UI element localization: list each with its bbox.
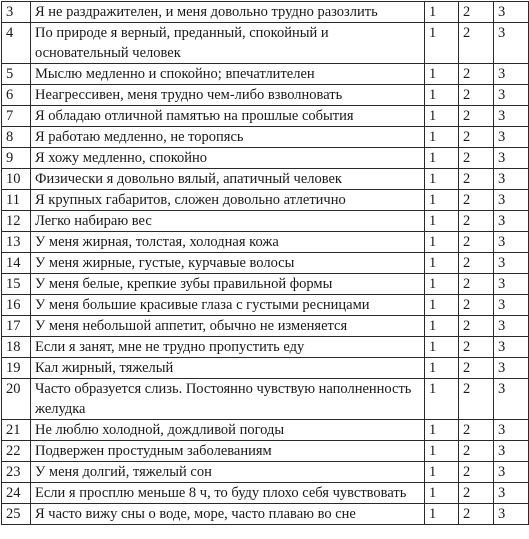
score-2[interactable]: 2: [459, 169, 494, 190]
table-row: [2, 316, 529, 337]
item-number: 20: [2, 379, 31, 420]
item-statement: Я хожу медленно, спокойно: [31, 148, 425, 169]
table-row: [2, 106, 529, 127]
item-number: 23: [2, 462, 31, 483]
item-statement: Я не раздражителен, и меня довольно трудно разозлить: [31, 2, 425, 23]
item-statement: Кал жирный, тяжелый: [31, 358, 425, 379]
score-3[interactable]: 3: [494, 358, 529, 379]
item-number: 21: [2, 420, 31, 441]
item-number: 17: [2, 316, 31, 337]
score-2[interactable]: 2: [459, 358, 494, 379]
item-number: 9: [2, 148, 31, 169]
table-row: [2, 148, 529, 169]
item-statement: Неагрессивен, меня трудно чем-либо взволновать: [31, 85, 425, 106]
table-row: [2, 190, 529, 211]
item-statement: Если я занят, мне не трудно пропустить еду: [31, 337, 425, 358]
item-number: 8: [2, 127, 31, 148]
score-2[interactable]: 2: [459, 441, 494, 462]
score-3[interactable]: 3: [494, 106, 529, 127]
table-row: [2, 462, 529, 483]
score-1[interactable]: 1: [425, 253, 459, 274]
score-3[interactable]: 3: [494, 64, 529, 85]
table-row: [2, 441, 529, 462]
item-statement: Легко набираю вес: [31, 211, 425, 232]
item-number: 10: [2, 169, 31, 190]
score-3[interactable]: 3: [494, 274, 529, 295]
item-statement: Подвержен простудным заболеваниям: [31, 441, 425, 462]
score-1[interactable]: 1: [425, 148, 459, 169]
table-row: [2, 232, 529, 253]
questionnaire-body: [2, 2, 529, 525]
table-row: [2, 169, 529, 190]
table-row: [2, 483, 529, 504]
score-3[interactable]: 3: [494, 420, 529, 441]
item-number: 5: [2, 64, 31, 85]
score-3[interactable]: 3: [494, 504, 529, 525]
score-1[interactable]: 1: [425, 23, 459, 64]
score-3[interactable]: 3: [494, 441, 529, 462]
item-number: 11: [2, 190, 31, 211]
score-2[interactable]: 2: [459, 295, 494, 316]
score-2[interactable]: 2: [459, 253, 494, 274]
score-1[interactable]: 1: [425, 190, 459, 211]
score-1[interactable]: 1: [425, 462, 459, 483]
score-2[interactable]: 2: [459, 23, 494, 64]
item-statement: У меня небольшой аппетит, обычно не изменяется: [31, 316, 425, 337]
score-1[interactable]: 1: [425, 2, 459, 23]
score-1[interactable]: 1: [425, 379, 459, 420]
score-3[interactable]: 3: [494, 2, 529, 23]
score-3[interactable]: 3: [494, 232, 529, 253]
item-statement: Часто образуется слизь. Постоянно чувствую наполненность желудка: [31, 379, 425, 420]
score-1[interactable]: 1: [425, 85, 459, 106]
score-1[interactable]: 1: [425, 337, 459, 358]
item-statement: Я обладаю отличной памятью на прошлые события: [31, 106, 425, 127]
score-2[interactable]: 2: [459, 64, 494, 85]
table-row: [2, 379, 529, 420]
item-number: 7: [2, 106, 31, 127]
score-2[interactable]: 2: [459, 504, 494, 525]
score-1[interactable]: 1: [425, 169, 459, 190]
score-3[interactable]: 3: [494, 23, 529, 64]
item-number: 4: [2, 23, 31, 64]
score-3[interactable]: 3: [494, 253, 529, 274]
item-statement: Я крупных габаритов, сложен довольно атлетично: [31, 190, 425, 211]
score-2[interactable]: 2: [459, 483, 494, 504]
item-number: 13: [2, 232, 31, 253]
table-row: [2, 253, 529, 274]
table-row: [2, 23, 529, 64]
score-1[interactable]: 1: [425, 420, 459, 441]
score-3[interactable]: 3: [494, 295, 529, 316]
item-number: 19: [2, 358, 31, 379]
table-row: [2, 420, 529, 441]
item-statement: По природе я верный, преданный, спокойный и основательный человек: [31, 23, 425, 64]
score-3[interactable]: 3: [494, 337, 529, 358]
item-statement: Я работаю медленно, не торопясь: [31, 127, 425, 148]
item-statement: У меня долгий, тяжелый сон: [31, 462, 425, 483]
score-1[interactable]: 1: [425, 504, 459, 525]
score-2[interactable]: 2: [459, 85, 494, 106]
item-number: 18: [2, 337, 31, 358]
score-2[interactable]: 2: [459, 211, 494, 232]
score-2[interactable]: 2: [459, 420, 494, 441]
item-number: 15: [2, 274, 31, 295]
table-row: [2, 337, 529, 358]
item-statement: У меня белые, крепкие зубы правильной формы: [31, 274, 425, 295]
score-2[interactable]: 2: [459, 190, 494, 211]
table-row: [2, 274, 529, 295]
item-number: 25: [2, 504, 31, 525]
item-statement: Не люблю холодной, дождливой погоды: [31, 420, 425, 441]
item-statement: У меня жирные, густые, курчавые волосы: [31, 253, 425, 274]
table-row: [2, 358, 529, 379]
table-row: [2, 2, 529, 23]
score-3[interactable]: 3: [494, 483, 529, 504]
score-3[interactable]: 3: [494, 462, 529, 483]
score-2[interactable]: 2: [459, 274, 494, 295]
score-3[interactable]: 3: [494, 316, 529, 337]
table-row: [2, 85, 529, 106]
table-row: [2, 127, 529, 148]
item-statement: Мыслю медленно и спокойно; впечатлителен: [31, 64, 425, 85]
score-3[interactable]: 3: [494, 169, 529, 190]
score-2[interactable]: 2: [459, 148, 494, 169]
score-1[interactable]: 1: [425, 211, 459, 232]
table-row: [2, 295, 529, 316]
score-1[interactable]: 1: [425, 274, 459, 295]
score-3[interactable]: 3: [494, 127, 529, 148]
score-2[interactable]: 2: [459, 127, 494, 148]
score-3[interactable]: 3: [494, 190, 529, 211]
item-statement: Физически я довольно вялый, апатичный человек: [31, 169, 425, 190]
score-3[interactable]: 3: [494, 211, 529, 232]
score-2[interactable]: 2: [459, 462, 494, 483]
score-2[interactable]: 2: [459, 316, 494, 337]
item-statement: Если я просплю меньше 8 ч, то буду плохо себя чувствовать: [31, 483, 425, 504]
score-1[interactable]: 1: [425, 316, 459, 337]
questionnaire-table: [1, 1, 529, 525]
score-3[interactable]: 3: [494, 148, 529, 169]
item-number: 12: [2, 211, 31, 232]
score-2[interactable]: 2: [459, 337, 494, 358]
score-1[interactable]: 1: [425, 127, 459, 148]
score-1[interactable]: 1: [425, 295, 459, 316]
score-2[interactable]: 2: [459, 379, 494, 420]
table-row: [2, 504, 529, 525]
score-1[interactable]: 1: [425, 358, 459, 379]
item-number: 16: [2, 295, 31, 316]
table-row: [2, 211, 529, 232]
item-statement: У меня жирная, толстая, холодная кожа: [31, 232, 425, 253]
score-2[interactable]: 2: [459, 2, 494, 23]
item-number: 3: [2, 2, 31, 23]
table-row: [2, 64, 529, 85]
item-statement: Я часто вижу сны о воде, море, часто плаваю во сне: [31, 504, 425, 525]
score-2[interactable]: 2: [459, 106, 494, 127]
score-2[interactable]: 2: [459, 232, 494, 253]
score-3[interactable]: 3: [494, 379, 529, 420]
item-number: 14: [2, 253, 31, 274]
item-statement: У меня большие красивые глаза с густыми ресницами: [31, 295, 425, 316]
score-1[interactable]: 1: [425, 106, 459, 127]
score-1[interactable]: 1: [425, 64, 459, 85]
score-3[interactable]: 3: [494, 85, 529, 106]
item-number: 6: [2, 85, 31, 106]
score-1[interactable]: 1: [425, 441, 459, 462]
score-1[interactable]: 1: [425, 483, 459, 504]
score-1[interactable]: 1: [425, 232, 459, 253]
item-number: 24: [2, 483, 31, 504]
item-number: 22: [2, 441, 31, 462]
